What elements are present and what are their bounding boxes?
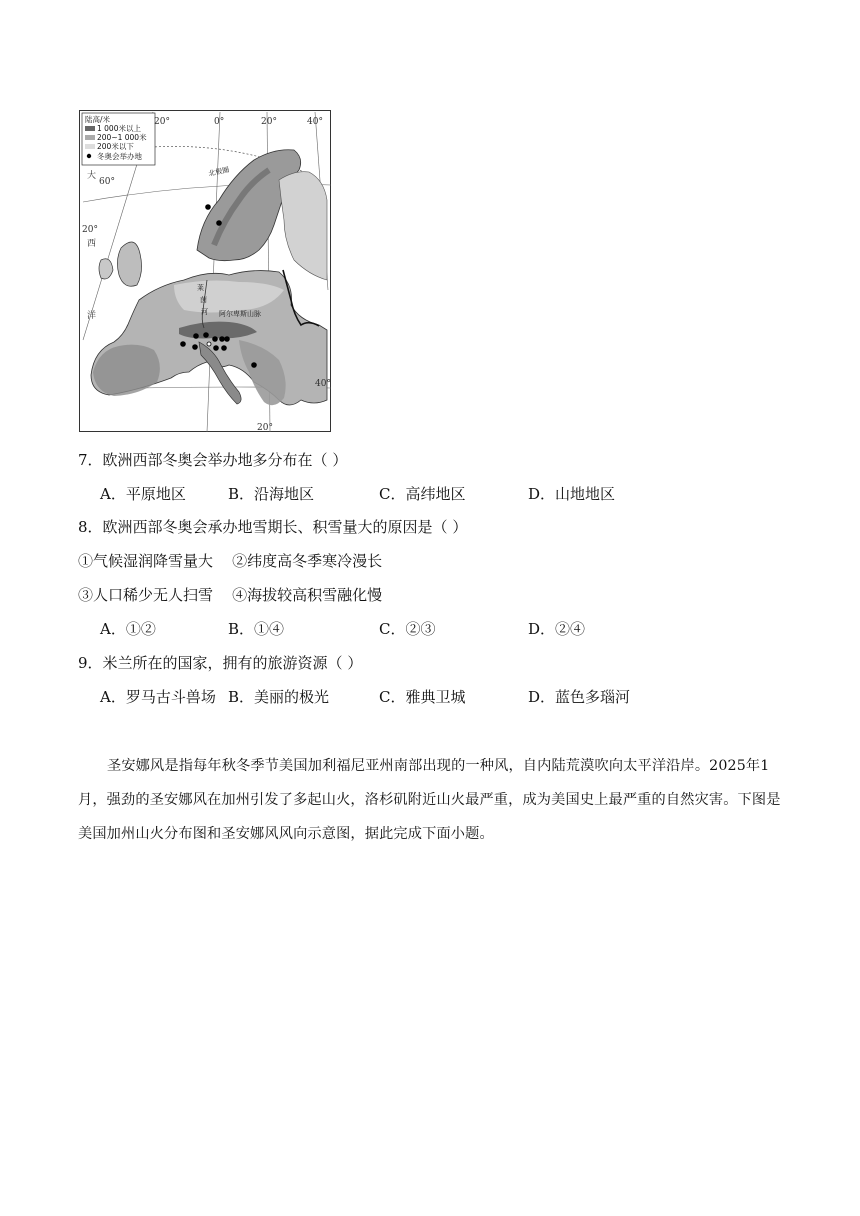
q8-option-c: C．②③ bbox=[379, 620, 436, 638]
q9-option-b: B．美丽的极光 bbox=[228, 688, 330, 706]
host-dot bbox=[224, 336, 230, 342]
question-7-options bbox=[78, 484, 778, 504]
host-dot bbox=[219, 336, 225, 342]
legend-item-mid: 200~1 000米 bbox=[97, 133, 147, 142]
europe-map-svg bbox=[79, 110, 331, 432]
lat-label-60: 60° bbox=[99, 177, 115, 187]
legend-item-host: 冬奥会举办地 bbox=[97, 152, 142, 161]
q9-option-c: C．雅典卫城 bbox=[379, 688, 466, 706]
question-9-options bbox=[78, 687, 778, 707]
milan-marker bbox=[207, 342, 211, 346]
host-dot bbox=[212, 336, 218, 342]
lat-label-40: 40° bbox=[315, 379, 331, 389]
ocean-char-1: 大 bbox=[87, 171, 97, 181]
lon-label-e40: 40° bbox=[307, 117, 323, 127]
q7-option-b: B．沿海地区 bbox=[228, 485, 315, 503]
lon-label-e20: 20° bbox=[261, 117, 277, 127]
question-7-stem: 7．欧洲西部冬奥会举办地多分布在（ ） bbox=[78, 451, 348, 469]
britain-land bbox=[117, 242, 141, 286]
lon-label-w20: 20° bbox=[154, 117, 170, 127]
reading-passage: 圣安娜风是指每年秋冬季节美国加利福尼亚州南部出现的一种风，自内陆荒漠吹向太平洋沿岸。2025年1月，强劲的圣安娜风在加州引发了多起山火，洛杉矶附近山火最严重，成为美国史上最严重的自然灾害。下图是美国加州山火分布图和圣安娜风风向示意图，据此完成下面小题。 bbox=[78, 758, 781, 842]
question-9-stem: 9．米兰所在的国家，拥有的旅游资源（ ） bbox=[78, 654, 363, 672]
q8-option-d: D．②④ bbox=[528, 620, 586, 638]
q9-option-a: A．罗马古斗兽场 bbox=[100, 688, 216, 706]
map-legend bbox=[82, 113, 155, 165]
q7-option-c: C．高纬地区 bbox=[379, 485, 466, 503]
rhine-label-2: 茵 bbox=[200, 296, 207, 304]
lon-label-bottom-20: 20° bbox=[257, 423, 273, 432]
legend-item-high: 1 000米以上 bbox=[97, 124, 141, 133]
q9-option-d: D．蓝色多瑙河 bbox=[528, 688, 631, 706]
host-dot bbox=[221, 345, 227, 351]
legend-title: 陆高/米 bbox=[85, 115, 111, 124]
q8-option-b: B．①④ bbox=[228, 620, 285, 638]
q7-option-a: A．平原地区 bbox=[100, 485, 186, 503]
europe-map bbox=[79, 110, 331, 432]
host-dot bbox=[213, 345, 219, 351]
host-dot bbox=[203, 332, 209, 338]
lon-label-0: 0° bbox=[214, 117, 225, 127]
lat-label-20: 20° bbox=[82, 225, 98, 235]
host-dot bbox=[193, 333, 199, 339]
q7-option-d: D．山地地区 bbox=[528, 485, 616, 503]
alps-label: 阿尔卑斯山脉 bbox=[219, 310, 261, 318]
question-8-statements-2: ③人口稀少无人扫雪 ④海拔较高积雪融化慢 bbox=[78, 586, 383, 604]
ocean-char-2: 西 bbox=[87, 239, 97, 249]
question-8-statements-1: ①气候湿润降雪量大 ②纬度高冬季寒冷漫长 bbox=[78, 552, 383, 570]
rhine-label-3: 河 bbox=[201, 308, 208, 316]
host-dot bbox=[216, 220, 222, 226]
host-dot bbox=[205, 204, 211, 210]
q8-option-a: A．①② bbox=[100, 620, 156, 638]
ocean-char-3: 洋 bbox=[87, 311, 97, 321]
host-dot bbox=[180, 341, 186, 347]
legend-item-low: 200米以下 bbox=[97, 142, 134, 151]
host-dot bbox=[192, 344, 198, 350]
host-dot bbox=[251, 362, 257, 368]
rhine-label-1: 莱 bbox=[197, 284, 204, 292]
question-8-stem: 8．欧洲西部冬奥会承办地雪期长、积雪量大的原因是（ ） bbox=[78, 518, 468, 536]
question-8-options bbox=[78, 619, 778, 639]
arctic-circle-label: 北极圈 bbox=[207, 165, 230, 178]
